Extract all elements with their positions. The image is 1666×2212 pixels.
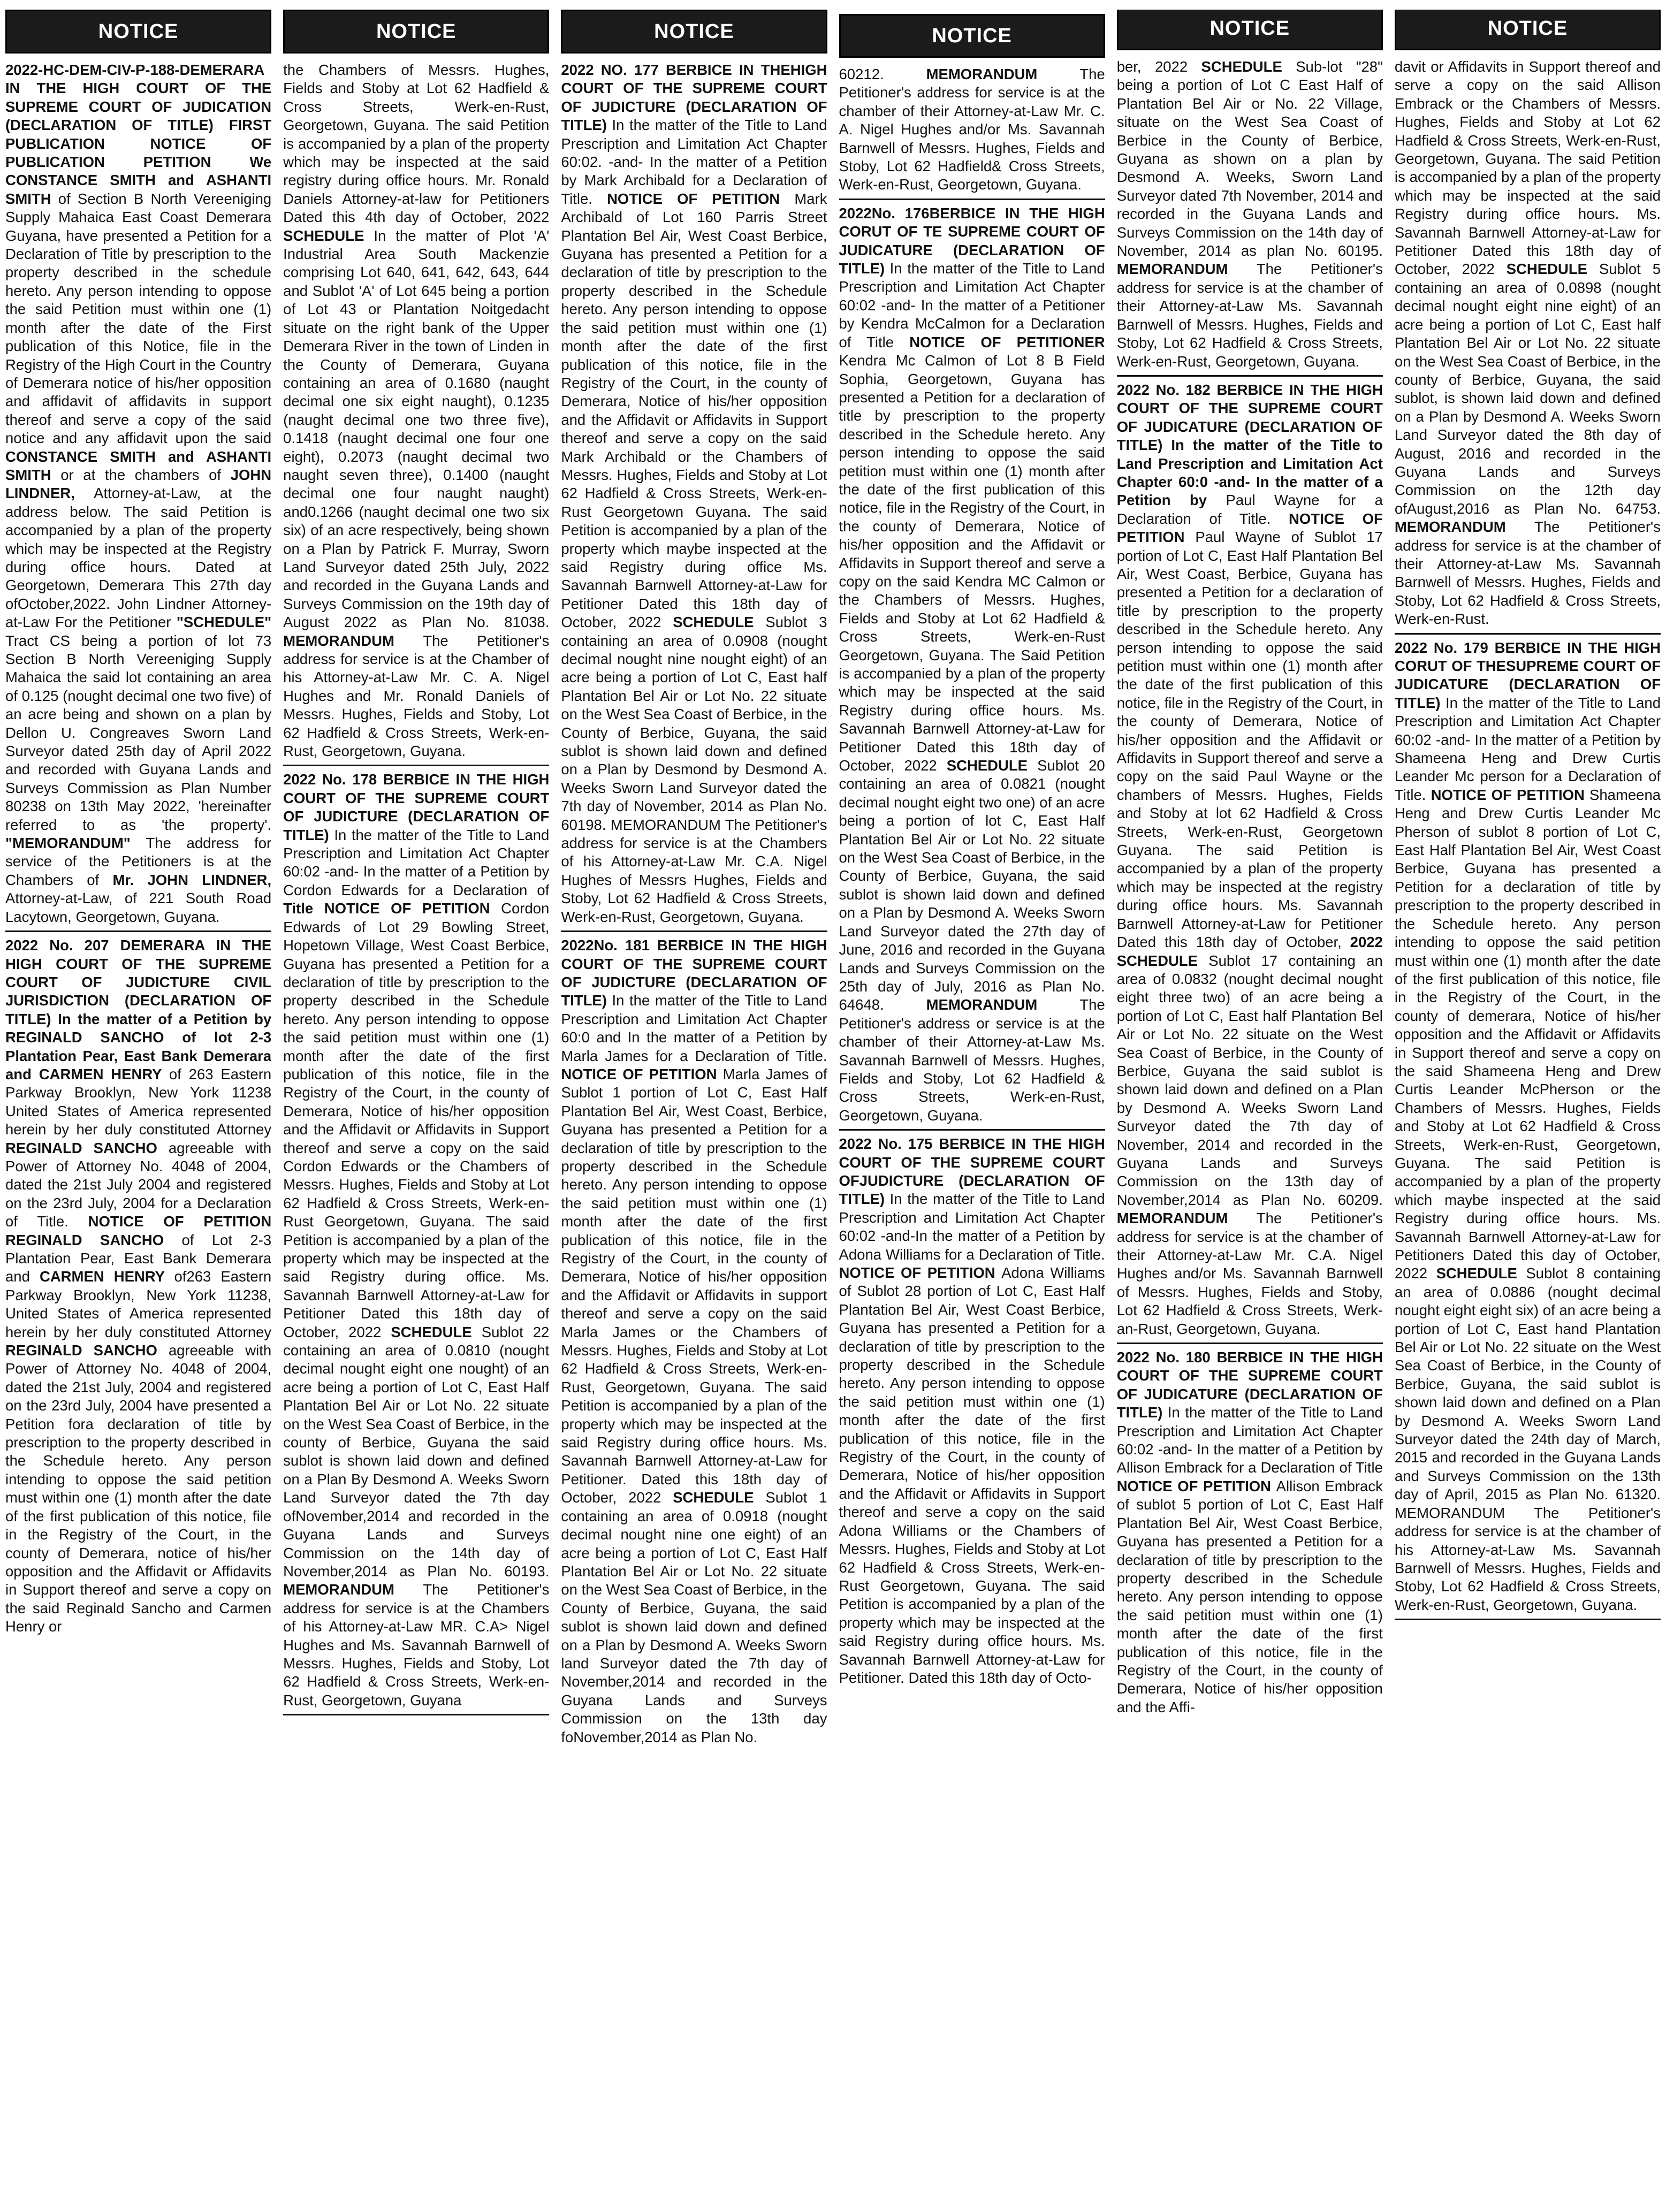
notice-heading-text: 2022 No. 207 DEMERARA IN THE HIGH COURT OF THE SUPREME COURT OF JUDICTURE CIVIL JURISDICTION (DECLARATION OF TITLE) In the matter of a Petition by REGINALD SANCHO of lot 2-3 Plantation Pear, East Bank Demerara and CARMEN HENRY bbox=[5, 937, 272, 1082]
notice-body-text: The Petitioner's address for service is at the Chamber of his Attorney-at-Law Mr. C. A. Nigel Hughes and Mr. Ronald Daniels of Messrs. Hughes, Fields and Stoby, Lot 62 Hadfield & Cross Streets, Werk-en-Rust, Georgetown, Guyana. bbox=[283, 632, 550, 760]
notice-column-3 bbox=[561, 10, 827, 2203]
notice-heading-text: 2022 No. 180 BERBICE IN THE HIGH COURT OF THE SUPREME COURT OF JUDICATURE (DECLARATION OF TITLE) bbox=[1116, 1349, 1383, 1421]
notice-separator bbox=[839, 199, 1105, 200]
notice-body-text: In the matter of the Title to Land Prescription and Limitation Act Chapter 60:02 -and-In the matter of a Petition by Adona Williams for a Declaration of Title. bbox=[839, 1191, 1105, 1263]
notice-body-text: The Petitioner's address or service is at the chamber of their Attorney-at-Law Ms. Savannah Barnwell of Messrs. Hughes, Fields and Stoby, Lot 62 Hadfield & Cross Streets, Werk-en-Rust, Georgetown, Guyana. bbox=[839, 996, 1105, 1124]
notice-heading-text: NOTICE OF PETITION bbox=[1116, 1477, 1276, 1494]
notice-body-text: Shameena Heng and Drew Curtis Leander Mc Pherson of sublot 8 portion of Lot C, East Half Plantation Bel Air, West Coast Berbice, Guyana has presented a Petition for a declaration of title by prescription to the property described in the Schedule hereto. Any person intending to oppose the said petition must within one (1) month after the date of the first publication of this notice, file in the Registry of the Court, in the county of demerara, Notice of his/her opposition and the Affidavit or Affidavits in Support thereof and serve a copy on the said Shameena Heng and Drew Curtis Leander McPherson or the Chambers of Messrs. Hughes, Fields and Stoby at Lot 62 Hadfield & Cross Streets, Werk-en-Rust, Georgetown, Guyana. The said Petition is accompanied by a plan of the property which maybe inspected at the said Registry during office hours. Ms. Savannah Barnwell Attorney-at-Law for Petitioners Dated this day of October, 2022 bbox=[1394, 786, 1661, 1282]
notice-body-text: Sublot 1 containing an area of 0.0918 (nought decimal nought nine one eight) of an acre being a portion of Lot C, East Half Plantation Bel Air or Lot No. 22 situate on the West Sea Coast of Berbice, in the County of Berbice, Guyana, the said sublot is shown laid down and defined on a Plan by Desmond A. Weeks Sworn land Surveyor dated the 7th day of November,2014 and recorded in the Guyana Lands and Surveys Commission on the 13th day foNovember,2014 as Plan No. bbox=[561, 1489, 827, 1745]
notice-heading-text: "MEMORANDUM" bbox=[5, 835, 146, 852]
column-header: NOTICE bbox=[839, 14, 1105, 58]
notice-body-text: In the matter of the Title to Land Prescription and Limitation Act Chapter 60:02 -and- In the matter of a Petition by Cordon Edwards for a Declaration of bbox=[283, 826, 550, 898]
notice-separator bbox=[1395, 1619, 1661, 1620]
notice-column-1 bbox=[5, 10, 271, 2203]
notice-heading-text: SCHEDULE bbox=[946, 757, 1038, 774]
notice-body-text: In the matter of the Title to Land Prescription and Limitation Act Chapter 60:02 -and- In the matter of a Petition by Shameena Heng and Drew Curtis Leander Mc person for a Declaration of Title. bbox=[1394, 694, 1661, 803]
notice-heading-text: MEMORANDUM bbox=[1394, 518, 1535, 536]
notice-heading-text: 2022 No. 182 BERBICE IN THE HIGH COURT OF THE SUPREME COURT OF JUDICATURE (DECLARATION OF TITLE) In the matter of the Title to Land Prescription and Limitation Act Chapter 60:0 -and- In the matter of a Petition by bbox=[1116, 381, 1383, 509]
notice-heading-text: MEMORANDUM bbox=[283, 1581, 423, 1598]
notice-body-text: In the matter of the Title to Land Prescription and Limitation Act Chapter 60:02. -and- In the matter of a Petition by Mark Archibald for a Declaration of Title. bbox=[561, 117, 827, 207]
notice-body-text: of263 Eastern Parkway Brooklyn, New York 11238, United States of America represented herein by her duly constituted Attorney bbox=[5, 1268, 272, 1340]
notice-heading-text: 2022 No. 175 BERBICE IN THE HIGH COURT OF THE SUPREME COURT OFJUDICTURE (DECLARATION OF TITLE) bbox=[839, 1135, 1105, 1208]
notice-heading-text: MEMORANDUM bbox=[926, 66, 1080, 82]
notice-heading-text: JOHN LINDNER, bbox=[5, 466, 272, 502]
notice-body-text: Tract CS being a portion of lot 73 Section B North Vereeniging Supply Mahaica the said lot containing an area of 0.125 (nought decimal one two five) of an acre being and shown on a plan by Dellon U. Congreaves Sworn Land Surveyor dated 25th day of April 2022 and recorded with Guyana Lands and Surveys Commission as Plan Number 80238 on 13th May 2022, 'hereinafter referred to as 'the property'. bbox=[5, 632, 272, 833]
notice-separator bbox=[283, 765, 549, 766]
notice-body-text: of Lot 2-3 Plantation Pear, East Bank Demerara and bbox=[5, 1231, 272, 1285]
notice-body-text: In the matter of the Title to Land Prescription and Limitation Act Chapter 60:0 and In the matter of a Petition by Marla James for a Declaration of Title. bbox=[561, 992, 827, 1064]
column-header: NOTICE bbox=[561, 10, 827, 54]
notice-column-5 bbox=[1117, 10, 1383, 2203]
notice-body-text: davit or Affidavits in Support thereof and serve a copy on the said Allison Embrack or the Chambers of Messrs. Hughes, Fields and Stoby at Lot 62 Hadfield & Cross Streets, Werk-en-Rust, Georgetown, Guyana. The said Petition is accompanied by a plan of the property which may be inspected at the said Registry during office hours. Ms. Savannah Barnwell Attorney-at-Law for Petitioner Dated this 18th day of October, 2022 bbox=[1394, 58, 1661, 278]
notice-separator bbox=[1117, 375, 1383, 377]
notice-separator bbox=[5, 930, 271, 932]
notice-separator bbox=[561, 930, 827, 932]
notice-body-text: In the matter of the Title to Land Prescription and Limitation Act Chapter 60:02 -and- In the matter of a Petitioner by Kendra McCalmon for a Declaration of Title bbox=[839, 260, 1105, 350]
notice-body-text: Allison Embrack of sublot 5 portion of Lot C, East Half Plantation Bel Air, West Coast Berbice, Guyana has presented a Petition for a declaration of title by prescription to the property described in the Schedule hereto. Any person intending to oppose the said petition must within one (1) month after the date of the first publication of this notice, file in the Registry of the Court, in the county of Demerara, Notice of his/her opposition and the Affi- bbox=[1116, 1477, 1383, 1715]
notice-heading-text: NOTICE OF PETITION bbox=[1431, 786, 1590, 803]
notice-body-text: Sublot 8 containing an area of 0.0886 (nought decimal nought eight eight six) of an acre being a portion of Lot C, East hand Plantation Bel Air or Lot No. 22 situate on the West Sea Coast of Berbice, in the County of Berbice, Guyana, the said sublot is shown laid down and defined on a Plan by Desmond A. Weeks Sworn Land Surveyor dated the 24th day of March, 2015 and recorded in the Guyana Lands and Surveys Commission on the 13th day of April, 2015 as Plan No. 61320. MEMORANDUM The Petitioner's address for service is at the chamber of his Attorney-at-Law Ms. Savannah Barnwell of Messrs. Hughes, Fields and Stoby, Lot 62 Hadfield & Cross Streets, Werk-en-Rust, Georgetown, Guyana. bbox=[1394, 1265, 1661, 1613]
column-body bbox=[1395, 58, 1661, 1624]
column-header: NOTICE bbox=[283, 10, 549, 54]
notice-heading-text: "SCHEDULE" bbox=[176, 614, 272, 631]
notice-heading-text: NOTICE OF PETITION bbox=[607, 190, 795, 207]
notice-heading-text: 2022 NO. 177 BERBICE IN THEHIGH COURT OF THE SUPREME COURT OF JUDICTURE (DECLARATION OF TITLE) bbox=[561, 62, 827, 134]
notice-body-text: The Petitioner's address for service is at the Chambers of his Attorney-at-Law MR. C.A> Nigel Hughes and Ms. Savannah Barnwell of Messrs. Hughes, Fields and Stoby, Lot 62 Hadfield & Cross Streets, Werk-en-Rust, Georgetown, Guyana bbox=[283, 1581, 550, 1708]
notice-heading-text: Mr. JOHN LINDNER, bbox=[112, 871, 272, 888]
notice-body-text: ber, 2022 bbox=[1116, 58, 1201, 75]
notice-heading-text: 2022 No. 178 BERBICE IN THE HIGH COURT OF THE SUPREME COURT OF JUDICTURE (DECLARATION OF TITLE) bbox=[283, 771, 550, 843]
notice-body-text: Paul Wayne of Sublot 17 portion of Lot C, East Half Plantation Bel Air, West Coast, Berbice, Guyana has presented a Petition for a declaration of title by prescription to the property described in the Schedule hereto. Any person intending to oppose the said petition must within one (1) month after the date of the first publication of this notice, file in the Registry of the Court, in the county of Demerara, Notice of his/her opposition and the Affidavit or Affidavits in Support thereof and serve a copy on the said Paul Wayne or the chambers of Messrs. Hughes, Fields and Stoby at lot 62 Hadfield & Cross Streets, Werk-en-Rust, Georgetown Guyana. The said Petition is accompanied by a plan of the property which may be inspected at the registry during office hours. Ms. Savannah Barnwell Attorney-at-Law for Petitioner Dated this 18th day of October, bbox=[1116, 529, 1383, 951]
notice-body-text: agreeable with Power of Attorney No. 4048 of 2004, dated the 21st July 2004 and registered on the 23rd July, 2004 for a Declaration of Title. bbox=[5, 1139, 272, 1230]
column-body bbox=[283, 61, 549, 1720]
notice-heading-text: MEMORANDUM bbox=[926, 996, 1080, 1013]
notice-heading-text: SCHEDULE bbox=[1506, 261, 1599, 278]
notice-heading-text: 2022-HC-DEM-CIV-P-188-DEMERARA IN THE HIGH COURT OF THE SUPREME COURT OF JUDICATION (DECLARATION OF TITLE) FIRST PUBLICATION NOTICE OF PUBLICATION PETITION We CONSTANCE SMITH and ASHANTI SMITH bbox=[5, 62, 272, 207]
notice-heading-text: 2022No. 176BERBICE IN THE HIGH CORUT OF TE SUPREME COURT OF JUDICATURE (DECLARATION OF TITLE) bbox=[839, 204, 1105, 277]
notice-separator bbox=[1395, 633, 1661, 635]
notice-heading-text: SCHEDULE bbox=[673, 1489, 766, 1506]
notice-heading-text: SCHEDULE bbox=[1201, 58, 1296, 75]
notice-body-text: Paul Wayne for a Declaration of Title. bbox=[1116, 492, 1383, 527]
notice-heading-text: SCHEDULE bbox=[391, 1323, 482, 1340]
notice-heading-text: NOTICE OF PETITION bbox=[561, 1065, 723, 1082]
notice-body-text: The Petitioner's address for service is at the chamber of their Attorney-at-Law Mr. C.A. Nigel Hughes and/or Ms. Savannah Barnwell of Messrs. Hughes, Fields and Stoby, Lot 62 Hadfield & Cross Streets, Werk-an-Rust, Georgetown, Guyana. bbox=[1116, 1210, 1383, 1337]
notice-separator bbox=[283, 1714, 549, 1715]
notice-column-2 bbox=[283, 10, 549, 2203]
column-body bbox=[561, 61, 827, 1746]
notice-heading-text: CONSTANCE SMITH and ASHANTI SMITH bbox=[5, 448, 272, 483]
notice-body-text: Marla James of Sublot 1 portion of Lot C, East Half Plantation Bel Air, West Coast, Berbice, Guyana has presented a Petition for a declaration of title by prescription to the property described in the Schedule hereto. Any person intending to oppose the said petition must within one (1) month after the date of the first publication of this notice, file in the Registry of the Court, in the county of Demerara, Notice of his/her opposition and the Affidavit or Affidavits in support thereof and serve a copy on the said Marla James or the Chambers of Messrs. Hughes, Fields and Stoby at Lot 62 Hadfield & Cross Streets, Werk-en-Rust, Georgetown, Guyana. The said Petition is accompanied by a plan of the property which may be inspected at the said Registry during office hours. Ms. Savannah Barnwell Attorney-at-Law for Petitioner. Dated this 18th day of October, 2022 bbox=[561, 1065, 827, 1506]
notice-heading-text: MEMORANDUM bbox=[283, 632, 423, 649]
notice-body-text: of Section B North Vereeniging Supply Mahaica East Coast Demerara Guyana, have presented a Petition for a Declaration of Title by prescription to the property described in the schedule hereto. Any person intending to oppose the said Petition must within one (1) month after the date of the First publication of this Notice, file in the Registry of the High Court in the Country of Demerara notice of his/her opposition and affidavit of affidavits in support thereof and serve a copy of the said notice and any affidavit upon the said bbox=[5, 190, 272, 447]
notice-heading-text: 2022 No. 179 BERBICE IN THE HIGH CORUT OF THESUPREME COURT OF JUDICATURE (DECLARATION OF TITLE) bbox=[1394, 639, 1661, 711]
notice-body-text: agreeable with Power of Attorney No. 4048 of 2004, dated the 21st July, 2004 and registered on the 23rd July, 2004 have presented a Petition fora declaration of title by prescription to the property described in the Schedule hereto. Any person intending to oppose the said petition must within one (1) month after the date of the first publication of this notice, file in the Registry of the Court, in the county of Demerara, notice of his/her opposition and the Affidavit or Affidavits in Support thereof and serve a copy on the said Reginald Sancho and Carmen Henry or bbox=[5, 1342, 272, 1635]
notice-body-text: The Petitioner's address for service is at the chamber of their Attorney-at-Law Ms. Savannah Barnwell of Messrs. Hughes, Fields and Stoby, Lot 62 Hadfield & Cross Streets, Werk-en-Rust. bbox=[1394, 518, 1661, 628]
notice-heading-text: NOTICE OF PETITION bbox=[1116, 510, 1383, 546]
column-body bbox=[839, 65, 1105, 1687]
notice-heading-text: CARMEN HENRY bbox=[39, 1268, 174, 1285]
notice-body-text: 60212. bbox=[839, 66, 926, 82]
column-header: NOTICE bbox=[1117, 10, 1383, 50]
notice-body-text: In the matter of the Title to Land Prescription and Limitation Act Chapter 60:02 -and- In the matter of a Petition by Allison Embrack for a Declaration of Title bbox=[1116, 1404, 1383, 1476]
notice-body-text: Attorney-at-Law, at the address below. The said Petition is accompanied by a plan of the property which may be inspected at the Registry during office hours. Dated at Georgetown, Demerara This 27th day ofOctober,2022. John Lindner Attorney-at-Law For the Petitioner bbox=[5, 485, 272, 631]
notice-heading-text: NOTICE OF PETITIONER bbox=[909, 333, 1105, 350]
notice-body-text: The address for service of the Petitioners is at the Chambers of bbox=[5, 835, 272, 888]
notice-body-text: Cordon Edwards of Lot 29 Bowling Street, Hopetown Village, West Coast Berbice, Guyana has presented a Petition for a declaration of title by prescription to the property described in the Schedule hereto. Any person intending to oppose the said petition must within one (1) month after the date of the first publication of this notice, file in the Registry of the Court, in the county of Demerara, Notice of his/her opposition and the Affidavit or Affidavits in Support thereof and serve a copy on the said Cordon Edwards or the Chambers of Messrs. Hughes, Fields and Stoby at Lot 62 Hadfield & Cross Streets, Werk-en-Rust Georgetown, Guyana. The said Petition is accompanied by a plan of the property which may be inspected at the said Registry during office. Ms. Savannah Barnwell Attorney-at-Law for Petitioner Dated this 18th day of October, 2022 bbox=[283, 900, 550, 1340]
notice-body-text: Sublot 5 containing an area of 0.0898 (nought decimal nought eight nine eight) of an acre being a portion of Lot C, East half Plantation Bel Air or Lot No. 22 situate on the West Sea Coast of Berbice, in the county of Berbice, Guyana, the said sublot, is shown laid down and defined on a Plan by Desmond A. Weeks Sworn Land Surveyor dated the 8th day of August, 2016 and recorded in the Guyana Lands and Surveys Commission on the 12th day ofAugust,2016 as Plan No. 64753. bbox=[1394, 261, 1661, 517]
notice-body-text: The Petitioner's address for service is at the chamber of their Attorney-at-Law Mr. C. A. Nigel Hughes and/or Ms. Savannah Barnwell of Messrs. Hughes, Fields and Stoby, Lot 62 Hadfield& Cross Streets, Werk-en-Rust, Georgetown, Guyana. bbox=[839, 66, 1105, 193]
notice-separator bbox=[839, 1129, 1105, 1131]
notice-heading-text: NOTICE OF PETITION bbox=[839, 1264, 1002, 1281]
notice-heading-text: Title NOTICE OF PETITION bbox=[283, 900, 501, 917]
notice-body-text: or at the chambers of bbox=[60, 466, 231, 483]
notice-body-text: Sublot 22 containing an area of 0.0810 (nought decimal nought eight one nought) of an acre being a portion of Lot C, East Half Plantation Bel Air or Lot No. 22 situate on the West Sea Coast of Berbice, in the county of Berbice, Guyana the said sublot is shown laid down and defined on a Plan By Desmond A. Weeks Sworn Land Surveyor dated the 7th day ofNovember,2014 and recorded in the Guyana Lands and Surveys Commission on the 14th day of November,2014 as Plan No. 60193. bbox=[283, 1323, 550, 1580]
notice-column-6 bbox=[1395, 10, 1661, 2203]
notice-heading-text: SCHEDULE bbox=[283, 227, 374, 244]
notice-heading-text: NOTICE OF PETITION REGINALD SANCHO bbox=[5, 1213, 272, 1248]
notice-body-text: Sublot 17 containing an area of 0.0832 (nought decimal nought eight three two) of an acre being a portion of Lot C, East half Plantation Bel Air or Lot No. 22 situate on the West Sea Coast of Berbice, in the County of Berbice, Guyana the said sublot is shown laid down and defined on a Plan by Desmond A. Weeks Sworn Land Surveyor dated the 7th day of November, 2014 and recorded in the Guyana Lands and Surveys Commission on the 13th day of November,2014 as Plan No. 60209. bbox=[1116, 952, 1383, 1208]
column-body bbox=[1117, 58, 1383, 1717]
notice-heading-text: 2022 SCHEDULE bbox=[1116, 934, 1383, 969]
column-body bbox=[5, 61, 271, 1636]
notice-body-text: Sublot 20 containing an area of 0.0821 (nought decimal nought eight two one) of an acre being a portion of lot C, East Half Plantation Bel Air or Lot No. 22 situate on the West Sea Coast of Berbice, in the County of Berbice, Guyana, the said sublot is shown laid down and defined on a Plan by Desmond A. Weeks Sworn Land Surveyor dated the 27th day of June, 2016 and recorded in the Guyana Lands and Surveys Commission on the 25th day of July, 2016 as Plan No. 64648. bbox=[839, 757, 1105, 1013]
notice-heading-text: REGINALD SANCHO bbox=[5, 1342, 169, 1359]
notice-column-4 bbox=[839, 10, 1105, 2203]
notice-heading-text: SCHEDULE bbox=[1436, 1265, 1526, 1282]
notice-heading-text: REGINALD SANCHO bbox=[5, 1139, 169, 1156]
notice-heading-text: SCHEDULE bbox=[673, 614, 766, 631]
notice-separator bbox=[1117, 1343, 1383, 1344]
notice-body-text: the Chambers of Messrs. Hughes, Fields and Stoby at Lot 62 Hadfield & Cross Streets, Werk-en-Rust, Georgetown, Guyana. The said Petition is accompanied by a plan of the property which may be inspected at the said registry during office hours. Mr. Ronald Daniels Attorney-at-law for Petitioners Dated this 4th day of October, 2022 bbox=[283, 62, 550, 226]
column-header: NOTICE bbox=[1395, 10, 1661, 50]
notice-body-text: The Petitioner's address for service is at the chamber of their Attorney-at-Law Ms. Savannah Barnwell of Messrs. Hughes, Fields and Stoby, Lot 62 Hadfield & Cross Streets, Werk-en-Rust, Georgetown, Guyana. bbox=[1116, 261, 1383, 370]
notice-heading-text: MEMORANDUM bbox=[1116, 1210, 1257, 1227]
notice-body-text: Kendra Mc Calmon of Lot 8 B Field Sophia, Georgetown, Guyana has presented a Petition for a declaration of title by prescription to the property described in the Schedule hereto. Any person intending to oppose the said petition must within one (1) month after the date of the first publication of this notice, file in the Registry of the Court, in the county of Demerara, Notice of his/her opposition and the Affidavit or Affidavits in Support thereof and serve a copy on the said Kendra MC Calmon or the Chambers of Messrs. Hughes, Fields and Stoby at Lot 62 Hadfield & Cross Streets, Werk-en-Rust Georgetown, Guyana. The Said Petition is accompanied by a plan of the property which may be inspected at the said Registry during office hours. Ms. Savannah Barnwell Attorney-at-Law for Petitioner Dated this 18th day of October, 2022 bbox=[839, 352, 1105, 774]
column-header: NOTICE bbox=[5, 10, 271, 54]
notice-heading-text: MEMORANDUM bbox=[1116, 261, 1257, 278]
notice-body-text: Adona Williams of Sublot 28 portion of Lot C, East Half Plantation Bel Air, West Coast Berbice, Guyana has presented a Petition for a declaration of title by prescription to the property described in the Schedule hereto. Any person intending to oppose the said petition must within one (1) month after the date of the first publication of this notice, file in the Registry of the Court, in the county of Demerara, Notice of his/her opposition and the Affidavit or Affidavits in Support thereof and serve a copy on the said Adona Williams or the Chambers of Messrs. Hughes, Fields and Stoby at Lot 62 Hadfield & Cross Streets, Werk-en-Rust Georgetown, Guyana. The said Petition is accompanied by a plan of the property which may be inspected at the said Registry during office hours. Ms. Savannah Barnwell Attorney-at-Law for Petitioner. Dated this 18th day of Octo- bbox=[839, 1264, 1105, 1686]
notice-body-text: Sub-lot "28" being a portion of Lot C East Half of Plantation Bel Air or No. 22 Village, situate on the West Sea Coast of Berbice in the County of Berbice, Guyana as shown on a plan by Desmond A. Weeks, Sworn Land Surveyor dated 7th November, 2014 and recorded in the Guyana Lands and Surveys Commission on the 14th day of November, 2014 as plan No. 60195. bbox=[1116, 58, 1383, 260]
notice-body-text: Mark Archibald of Lot 160 Parris Street Plantation Bel Air, West Coast Berbice, Guyana has presented a Petition for a declaration of title by prescription to the property described in the Schedule hereto. Any person intending to oppose the said petition must within one (1) month after the date of the first publication of this notice, file in the Registry of the Court, in the county of Demerara, Notice of his/her opposition and the Affidavit or Affidavits in Support thereof and serve a copy on the said Mark Archibald or the Chambers of Messrs. Hughes, Fields and Stoby at Lot 62 Hadfield & Cross Streets, Werk-en-Rust Georgetown Guyana. The said Petition is accompanied by a plan of the property which maybe inspected at the said Registry during office Ms. Savannah Barnwell Attorney-at-Law for Petitioner Dated this 18th day of October, 2022 bbox=[561, 190, 827, 631]
notice-body-text: of 263 Eastern Parkway Brooklyn, New York 11238 United States of America represented herein by her duly constituted Attorney bbox=[5, 1065, 272, 1138]
notice-body-text: Sublot 3 containing an area of 0.0908 (nought decimal nought nine nought eight) of an acre being a portion of Lot C, East half Plantation Bel Air or Lot No. 22 situate on the West Sea Coast of Berbice, in the County of Berbice, Guyana, the said sublot is shown laid down and defined on a Plan by Desmond by Desmond A. Weeks Sworn Land Surveyor dated the 7th day of November, 2014 as Plan No. 60198. MEMORANDUM The Petitioner's address for service is at the Chambers of his Attorney-at-Law Mr. C.A. Nigel Hughes of Messrs Hughes, Fields and Stoby, Lot 62 Hadfield & Cross Streets, Werk-en-Rust, Georgetown, Guyana. bbox=[561, 614, 827, 925]
notice-heading-text: 2022No. 181 BERBICE IN THE HIGH COURT OF THE SUPREME COURT OF JUDICTURE (DECLARATION OF TITLE) bbox=[561, 937, 827, 1009]
notice-body-text: Attorney-at-Law, of 221 South Road Lacytown, Georgetown, Guyana. bbox=[5, 890, 272, 925]
notice-body-text: In the matter of Plot 'A' Industrial Area South Mackenzie comprising Lot 640, 641, 642, 643, 644 and Sublot 'A' of Lot 645 being a portion of Lot 43 or Plantation Noitgedacht situate on the right bank of the Upper Demerara River in the town of Linden in the County of Demerara, Guyana containing an area of 0.1680 (naught decimal one six eight naught), 0.1235 (naught decimal one two three five), 0.1418 (naught decimal one four one eight), 0.2073 (naught decimal two naught seven three), 0.1400 (naught decimal one four naught naught) and0.1266 (naught decimal one two six six) of an acre respectively, being shown on a Plan by Patrick F. Murray, Sworn Land Surveyor dated 25th July, 2022 and recorded in the Guyana Lands and Surveys Commission on the 19th day of August 2022 as Plan No. 81038. bbox=[283, 227, 550, 631]
